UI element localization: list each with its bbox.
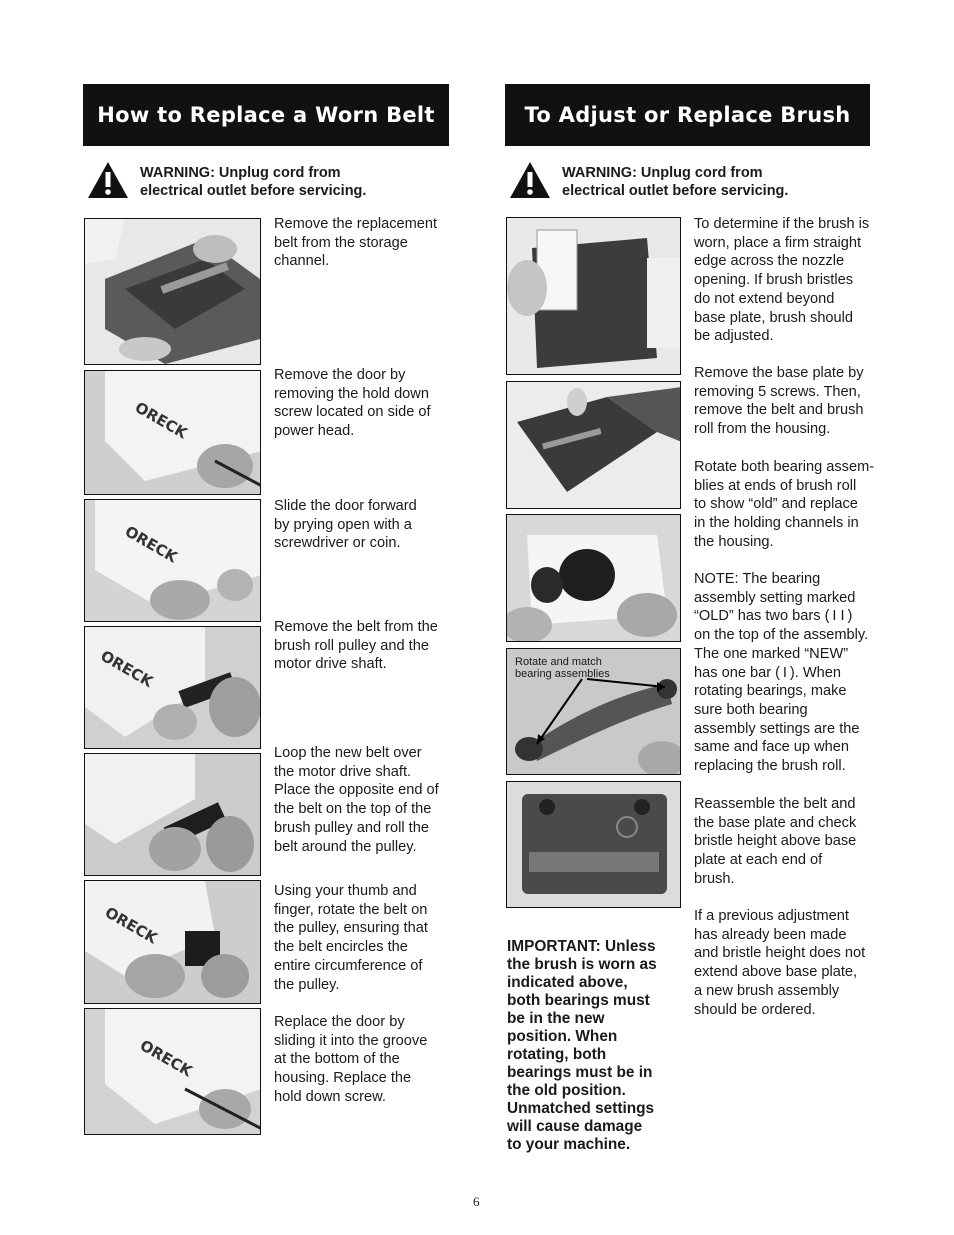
photo-callout: Rotate and match bearing assemblies: [515, 656, 610, 680]
right-section-title: To Adjust or Replace Brush: [505, 84, 870, 146]
right-warning: [508, 160, 788, 200]
step-photo-slide-door: [84, 499, 261, 622]
step-photo-rotate-belt: [84, 880, 261, 1004]
step-photo-remove-belt: [84, 626, 261, 749]
warning-triangle-icon: [508, 160, 552, 200]
brush-photo-reassembled: [506, 781, 681, 908]
belt-step-text: Slide the door forward by prying open with a screwdriver or coin.: [274, 498, 417, 552]
left-warning: [86, 160, 366, 200]
oreck-logo: ORECK: [131, 398, 191, 443]
page-number: 6: [473, 1194, 480, 1209]
brush-photo-base-plate: [506, 381, 681, 509]
brush-paragraph: Remove the base plate by removing 5 screws. Then, remove the belt and brush roll from the housing.: [694, 365, 864, 438]
step-photo-loop-belt: [84, 753, 261, 876]
step-photo-remove-door: [84, 370, 261, 495]
oreck-logo: ORECK: [136, 1036, 196, 1081]
brush-paragraph: To determine if the brush is worn, place a firm straight edge across the nozzle opening. If brush bristles do not extend beyond base plate, brush should be adjusted.: [694, 216, 870, 345]
brush-paragraph: NOTE: The bearing assembly setting marked “OLD” has two bars ( I I ) on the top of the assembly. The one marked “NEW” has one bar ( I ). When rotating bearings, make sure both bearing assembly settings are the same and face up when replacing the brush roll.: [694, 571, 869, 775]
brush-paragraph: Reassemble the belt and the base plate and check bristle height above base plate at each end of brush.: [694, 796, 857, 887]
belt-step-text: Replace the door by sliding it into the groove at the bottom of the housing. Replace the hold down screw.: [274, 1014, 428, 1105]
brush-paragraph: If a previous adjustment has already been made and bristle height does not extend above base plate, a new brush assembly should be ordered.: [694, 908, 866, 1018]
oreck-logo: ORECK: [97, 646, 157, 691]
warning-triangle-icon: [86, 160, 130, 200]
warning-text: WARNING: Unplug cord from electrical outlet before servicing.: [562, 165, 789, 199]
brush-photo-housing: [506, 514, 681, 642]
belt-step-text: Loop the new belt over the motor drive shaft. Place the opposite end of the belt on the top of the brush pulley and roll the belt around the pulley.: [274, 745, 439, 855]
important-note: IMPORTANT: Unless the brush is worn as indicated above, both bearings must be in the new position. When rotating, both bearings must be in the old position. Unmatched settings will cause damage to your machine.: [507, 938, 657, 1153]
brush-paragraph: Rotate both bearing assem- blies at ends of brush roll to show “old” and replace in the holding channels in the housing.: [694, 459, 875, 550]
warning-text: WARNING: Unplug cord from electrical outlet before servicing.: [140, 165, 367, 199]
belt-step-text: Remove the belt from the brush roll pulley and the motor drive shaft.: [274, 619, 438, 673]
oreck-logo: ORECK: [121, 522, 181, 567]
step-photo-storage-channel: [84, 218, 261, 365]
step-photo-replace-door: [84, 1008, 261, 1135]
oreck-logo: ORECK: [101, 903, 161, 948]
belt-step-text: Remove the door by removing the hold down screw located on side of power head.: [274, 367, 431, 440]
left-section-title: How to Replace a Worn Belt: [83, 84, 449, 146]
belt-step-text: Using your thumb and finger, rotate the belt on the pulley, ensuring that the belt encircles the entire circumference of the pulley.: [274, 883, 428, 993]
brush-photo-straight-edge: [506, 217, 681, 375]
belt-step-text: Remove the replacement belt from the storage channel.: [274, 216, 438, 270]
